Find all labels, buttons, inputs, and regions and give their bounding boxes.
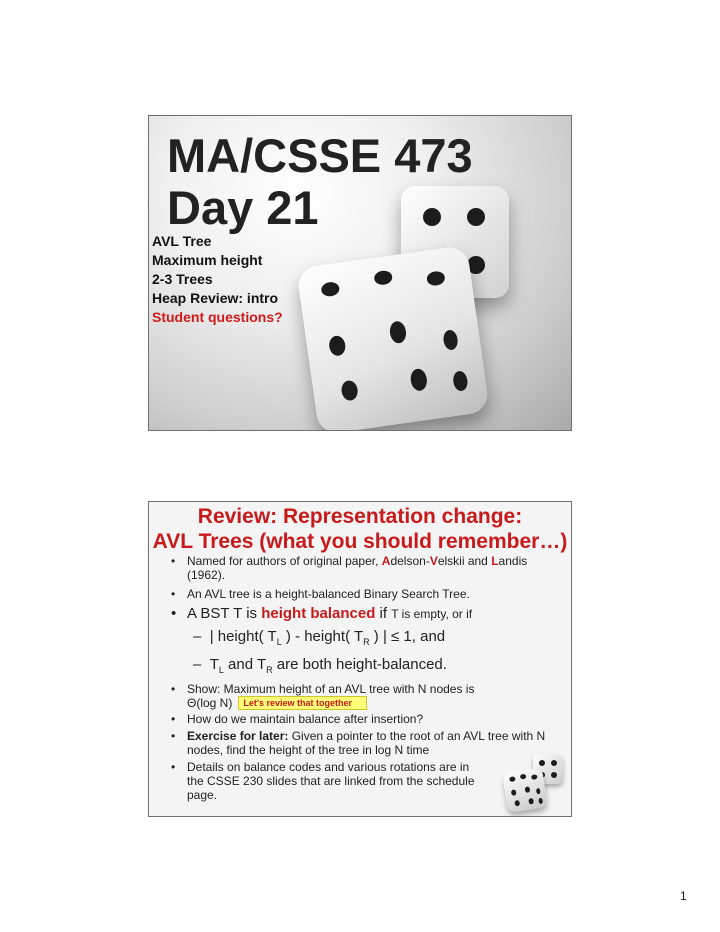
slide-title-line-1: MA/CSSE 473 <box>167 129 473 182</box>
slide-title-line-2: Day 21 <box>167 181 319 234</box>
die-pip <box>320 281 340 297</box>
die-pip <box>528 798 534 805</box>
die-pip <box>514 800 520 807</box>
die-pip <box>423 208 441 226</box>
bullet-exercise: • Exercise for later: Given a pointer to the root of an AVL tree with N nodes, find the height of the tree in log N time <box>171 729 546 757</box>
topic-list <box>152 232 283 327</box>
bullet-authors: • Named for authors of original paper, Adelson-Velskii and Landis (1962). <box>171 554 528 582</box>
small-front-die <box>502 767 547 812</box>
title-slide <box>148 115 572 431</box>
slide-title-line-2: AVL Trees (what you should remember…) <box>152 530 568 553</box>
student-questions: Student questions? <box>152 309 283 325</box>
die-pip <box>340 380 359 402</box>
die-pip <box>551 772 557 778</box>
die-pip <box>551 760 557 766</box>
sub-bullet-height-diff: – | height( $T_L$ ) - height( $T_R$ ) | ≤ 1, and <box>193 628 446 647</box>
topic-item: Heap Review: intro <box>152 290 279 306</box>
die-pip <box>452 370 469 392</box>
die-pip <box>525 786 531 793</box>
front-die <box>296 245 490 431</box>
avl-review-slide <box>148 501 572 817</box>
topic-item: Maximum height <box>152 252 263 268</box>
bullet-maintain-balance: • How do we maintain balance after insertion? <box>171 712 424 726</box>
die-pip <box>539 760 545 766</box>
bullet-max-height: • Show: Maximum height of an AVL tree with N nodes is Θ(log N) Let's review that together <box>171 682 475 710</box>
die-pip <box>511 789 517 796</box>
sub-bullet-subtrees: – $T_L$ and $T_R$ are both height-balanced. <box>193 656 447 675</box>
die-pip <box>426 270 446 286</box>
review-together-badge: Let's review that together <box>238 696 367 710</box>
die-pip <box>467 208 485 226</box>
die-pip <box>373 270 393 286</box>
die-pip <box>389 320 408 344</box>
die-pip <box>509 776 516 782</box>
die-pip <box>536 788 541 794</box>
die-pip <box>538 798 543 804</box>
die-pip <box>328 335 347 357</box>
topic-item: AVL Tree <box>152 233 212 249</box>
page-number: 1 <box>680 889 687 903</box>
topic-item: 2-3 Trees <box>152 271 213 287</box>
die-pip <box>531 774 538 780</box>
slide-title-line-1: Review: Representation change: <box>197 505 523 528</box>
die-pip <box>409 368 428 392</box>
bullet-height-balanced: • A BST T is height balanced if T is empty, or if <box>171 605 473 622</box>
die-pip <box>442 329 459 351</box>
die-pip <box>520 774 527 780</box>
bullet-definition: • An AVL tree is a height-balanced Binary Search Tree. <box>171 587 470 601</box>
bullet-details: • Details on balance codes and various rotations are in the CSSE 230 slides that are linked from the schedule page. <box>171 760 475 802</box>
